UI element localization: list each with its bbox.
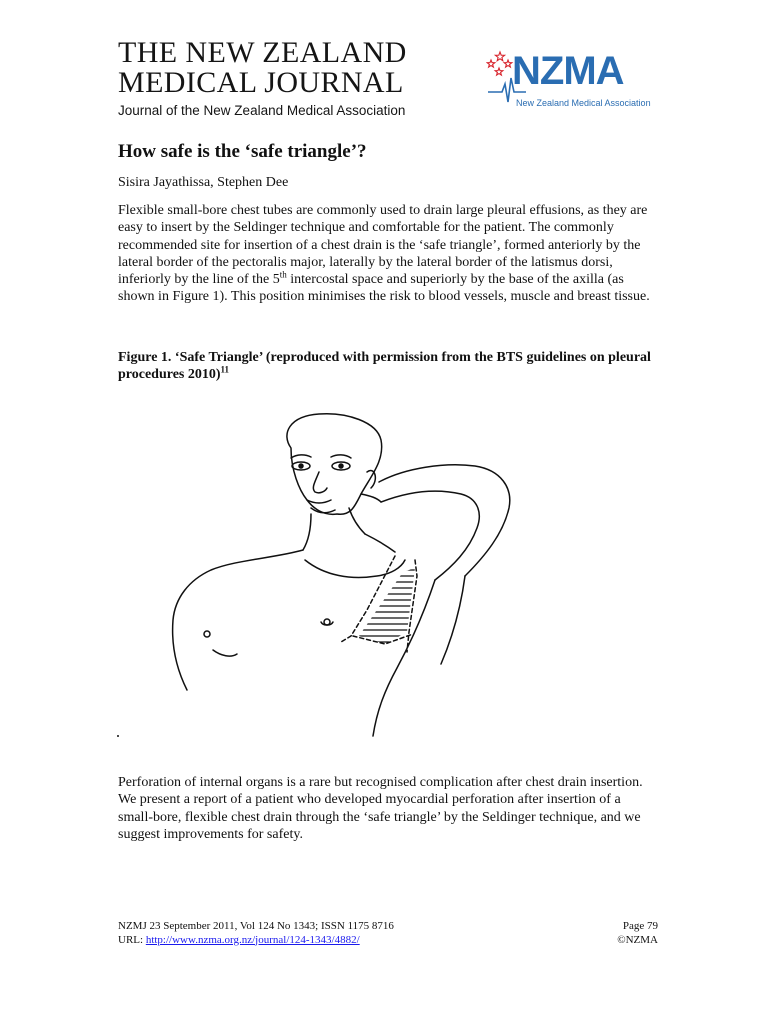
journal-masthead [118, 38, 458, 118]
footer-row-1 [118, 920, 658, 934]
shoulder-left [173, 550, 303, 690]
journal-subtitle: Journal of the New Zealand Medical Association [118, 103, 406, 118]
left-nipple [204, 631, 210, 637]
figure-caption-reference: 11 [220, 364, 230, 375]
mouth [307, 500, 331, 503]
page-footer [118, 920, 658, 947]
safe-triangle-illustration [115, 410, 545, 750]
journal-title-line1: THE NEW ZEALAND [118, 36, 407, 69]
para1-text-a: Flexible small-bore chest tubes are commonly used to drain large pleural effusions, as they are easy to insert by the Seldinger technique and comfortable for the patient. The commonly recommended site for insertion of a chest drain is the ‘safe triangle’, formed anteriorly by the lateral border of the pectoralis major, laterally by the lateral border of the latismus dorsi, inferiorly by the line of the 5 [118, 203, 648, 288]
star-icon [504, 60, 512, 67]
journal-title-line2: MEDICAL JOURNAL [118, 66, 404, 99]
footer-page-number: Page 79 [622, 920, 658, 932]
figure-line-art [173, 414, 510, 736]
pectoral-line [305, 560, 405, 577]
footer-citation: NZMJ 23 September 2011, Vol 124 No 1343; ISSN 1175 8716 [118, 920, 394, 932]
star-icon [495, 52, 504, 61]
ear [367, 471, 375, 488]
footer-row-2 [118, 934, 658, 948]
article-authors: Sisira Jayathissa, Stephen Dee [118, 175, 289, 190]
star-icon [495, 68, 503, 75]
nzma-logo [486, 48, 666, 114]
footer-url-block [118, 934, 360, 948]
nose [313, 472, 327, 493]
body-paragraph-2: Perforation of internal organs is a rare but recognised complication after chest drain insertion. We present a report of a patient who developed myocardial perforation after insertion of a small-bore, flexible chest drain through the ‘safe triangle’ by the Seldinger technique, and we suggest improvements for safety. [118, 775, 643, 842]
article-title: How safe is the ‘safe triangle’? [118, 141, 367, 162]
raised-arm [379, 465, 510, 576]
triangle-lateral-border [341, 556, 395, 642]
neck [303, 514, 311, 550]
para1-text-b: intercostal space and superiorly by the base of the axilla (as shown in Figure 1). This position minimises the risk to blood vessels, muscle and breast tissue. [118, 272, 650, 305]
torso-side [373, 580, 435, 736]
logo-subtitle: New Zealand Medical Association [516, 98, 651, 108]
figure-caption-text: Figure 1. ‘Safe Triangle’ (reproduced with permission from the BTS guidelines on pleural procedures 2010) [118, 350, 651, 383]
logo-wordmark: NZMA [512, 49, 624, 93]
star-icon-group [487, 52, 512, 75]
figure-caption [118, 349, 658, 384]
safe-triangle-hatching [345, 570, 435, 642]
body-paragraph-1 [118, 202, 658, 306]
footer-copyright: ©NZMA [617, 933, 658, 946]
article-url-link[interactable]: http://www.nzma.org.nz/journal/124-1343/4882/ [145, 933, 360, 946]
footer-url-label: URL: [118, 933, 146, 946]
para1-superscript: th [279, 269, 287, 280]
star-icon [487, 60, 495, 67]
